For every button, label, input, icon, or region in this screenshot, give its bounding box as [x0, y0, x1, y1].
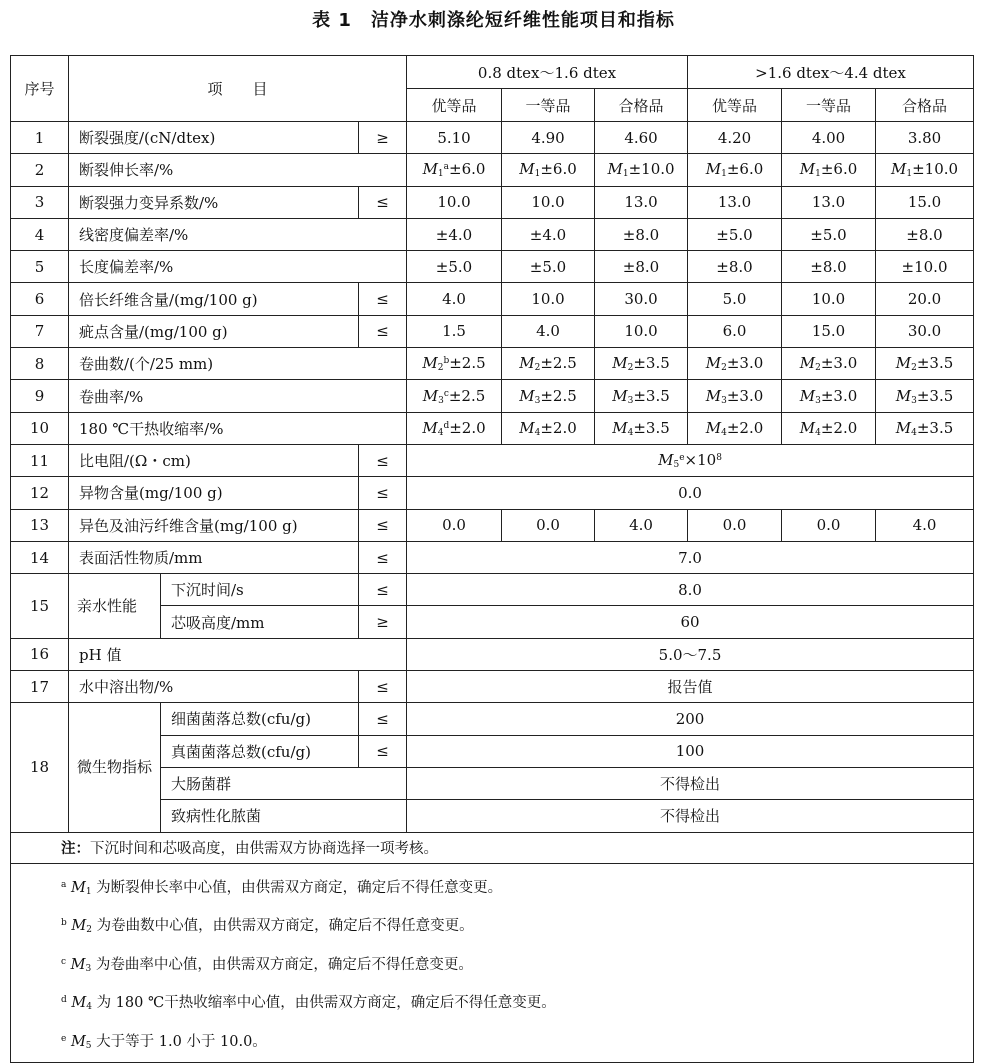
row-item: 真菌菌落总数(cfu/g) [161, 735, 359, 767]
row-item: 比电阻/(Ω・cm) [69, 444, 359, 476]
symbol-m: M [705, 418, 722, 437]
value-text: ±3.5 [633, 418, 670, 437]
value-cell [407, 444, 974, 476]
row-number: 13 [11, 509, 69, 541]
row-item: pH 值 [69, 638, 407, 670]
value-cell [876, 348, 974, 380]
row-item: 线密度偏差率/% [69, 218, 407, 250]
footnote [61, 985, 969, 1024]
row-item: 断裂强度/(cN/dtex) [69, 122, 359, 154]
row-item: 卷曲率/% [69, 380, 407, 412]
row-group-label: 微生物指标 [69, 703, 161, 832]
value-cell [782, 348, 876, 380]
value-cell: 4.90 [502, 122, 595, 154]
row-item: 细菌菌落总数(cfu/g) [161, 703, 359, 735]
value-cell: 30.0 [876, 315, 974, 347]
value-cell: ±10.0 [876, 251, 974, 283]
footnotes-row [11, 863, 974, 1063]
symbol-subscript: 1 [906, 169, 913, 180]
footnote-mark: c [61, 956, 67, 967]
row-item: 卷曲数/(个/25 mm) [69, 348, 407, 380]
note-row [11, 832, 974, 863]
footnote [61, 1024, 969, 1063]
value-cell: 15.0 [876, 186, 974, 218]
value-cell: ±8.0 [595, 218, 688, 250]
row-item: 长度偏差率/% [69, 251, 407, 283]
row-operator: ≤ [359, 541, 407, 573]
table-row [11, 218, 974, 250]
symbol-subscript: 1 [85, 886, 92, 897]
value-text: ±3.0 [726, 386, 764, 405]
row-operator: ≤ [359, 186, 407, 218]
value-cell [688, 412, 782, 444]
table-row [11, 315, 974, 347]
symbol-m: M [519, 354, 535, 373]
footnote [61, 947, 969, 986]
value-cell: 13.0 [782, 186, 876, 218]
symbol-subscript: 2 [911, 363, 917, 374]
value-cell [688, 380, 782, 412]
symbol-m: M [890, 160, 907, 179]
symbol-subscript: 5 [673, 460, 680, 471]
value-text: ±2.0 [820, 418, 858, 437]
value-cell: ±5.0 [407, 251, 502, 283]
footnote-mark: d [61, 995, 67, 1006]
row-number: 1 [11, 122, 69, 154]
footnote-text: 为卷曲数中心值，由供需双方商定，确定后不得任意变更。 [91, 918, 474, 935]
row-operator: ≤ [359, 671, 407, 703]
note [11, 832, 974, 863]
value-cell: 30.0 [595, 283, 688, 315]
symbol-subscript: 1 [534, 169, 541, 180]
row-item: 异物含量(mg/100 g) [69, 477, 359, 509]
footnote-mark: c [443, 388, 449, 399]
table-row [11, 541, 974, 573]
header-grade: 合格品 [595, 89, 688, 122]
value-cell: 200 [407, 703, 974, 735]
row-operator: ≤ [359, 283, 407, 315]
row-operator: ≥ [359, 122, 407, 154]
row-number: 7 [11, 315, 69, 347]
symbol-m: M [799, 160, 816, 179]
symbol-subscript: 2 [815, 363, 821, 374]
table-row [11, 509, 974, 541]
header-group-1: 0.8 dtex～1.6 dtex [407, 56, 688, 89]
value-cell [502, 380, 595, 412]
value-cell: ±8.0 [782, 251, 876, 283]
symbol-subscript: 2 [627, 363, 634, 374]
row-operator: ≤ [359, 574, 407, 606]
value-text: ±6.0 [726, 160, 764, 179]
table-row [11, 444, 974, 476]
value-cell [407, 412, 502, 444]
footnote-mark: a [61, 879, 67, 890]
symbol-m: M [799, 386, 816, 405]
value-cell: 8.0 [407, 574, 974, 606]
row-number: 3 [11, 186, 69, 218]
value-text: ±2.5 [540, 386, 577, 405]
row-operator: ≤ [359, 735, 407, 767]
footnote-mark: b [61, 918, 67, 929]
row-operator: ≤ [359, 315, 407, 347]
symbol-m: M [422, 386, 439, 405]
header-grade: 一等品 [782, 89, 876, 122]
table-row [11, 154, 974, 186]
value-cell [502, 348, 595, 380]
symbol-m: M [70, 1033, 86, 1050]
symbol-subscript: 2 [437, 363, 444, 374]
row-number: 9 [11, 380, 69, 412]
row-number: 18 [11, 703, 69, 832]
row-number: 16 [11, 638, 69, 670]
symbol-subscript: 3 [911, 395, 917, 406]
symbol-subscript: 2 [534, 363, 541, 374]
row-operator: ≤ [359, 509, 407, 541]
value-cell: 7.0 [407, 541, 974, 573]
value-text: ±3.0 [820, 386, 858, 405]
row-operator: ≥ [359, 606, 407, 638]
table-row [11, 186, 974, 218]
row-number: 10 [11, 412, 69, 444]
value-cell: 4.20 [688, 122, 782, 154]
symbol-subscript: 1 [622, 169, 629, 180]
value-text: ±2.0 [449, 418, 486, 437]
table-row [11, 251, 974, 283]
value-text: ±3.0 [726, 354, 764, 373]
symbol-m: M [71, 995, 87, 1012]
symbol-subscript: 3 [438, 395, 444, 406]
value-cell: 20.0 [876, 283, 974, 315]
symbol-m: M [422, 354, 438, 373]
value-text: ±3.0 [820, 354, 858, 373]
row-number: 4 [11, 218, 69, 250]
value-text: ±10.0 [628, 160, 675, 179]
value-cell [407, 380, 502, 412]
footnote-text: 大于等于 1.0 小于 10.0。 [91, 1033, 267, 1050]
table-row [11, 477, 974, 509]
footnote-text: 为断裂伸长率中心值，由供需双方商定，确定后不得任意变更。 [91, 879, 503, 896]
value-cell: 60 [407, 606, 974, 638]
row-number: 5 [11, 251, 69, 283]
symbol-m: M [612, 418, 628, 437]
symbol-m: M [705, 160, 722, 179]
table-row [11, 703, 974, 735]
header-grade: 一等品 [502, 89, 595, 122]
value-cell [688, 154, 782, 186]
row-item: 疵点含量/(mg/100 g) [69, 315, 359, 347]
value-text: ±2.0 [726, 418, 764, 437]
row-item: 芯吸高度/mm [161, 606, 359, 638]
value-cell: 10.0 [782, 283, 876, 315]
value-cell [876, 154, 974, 186]
value-cell: 4.00 [782, 122, 876, 154]
row-operator: ≤ [359, 703, 407, 735]
symbol-m: M [799, 354, 816, 373]
symbol-m: M [70, 956, 86, 973]
value-text: ±6.0 [540, 160, 577, 179]
row-number: 6 [11, 283, 69, 315]
table-row [11, 412, 974, 444]
value-cell: 报告值 [407, 671, 974, 703]
symbol-m: M [422, 160, 438, 179]
footnote-mark: e [679, 453, 685, 464]
value-cell [502, 412, 595, 444]
value-cell: 15.0 [782, 315, 876, 347]
symbol-m: M [612, 354, 628, 373]
value-cell: 0.0 [688, 509, 782, 541]
value-text: ±3.5 [633, 354, 670, 373]
value-cell: 10.0 [502, 283, 595, 315]
symbol-subscript: 4 [437, 427, 444, 438]
row-item: 水中溶出物/% [69, 671, 359, 703]
symbol-m: M [422, 418, 438, 437]
note-text: 下沉时间和芯吸高度，由供需双方协商选择一项考核。 [90, 841, 438, 858]
value-text: ±2.5 [448, 386, 486, 405]
value-cell [595, 412, 688, 444]
footnote-mark: e [61, 1033, 67, 1044]
row-item: 表面活性物质/mm [69, 541, 359, 573]
row-group-label: 亲水性能 [69, 574, 161, 639]
value-cell: ±4.0 [407, 218, 502, 250]
value-text: ±3.5 [916, 386, 954, 405]
symbol-subscript: 2 [721, 363, 727, 374]
value-cell [782, 412, 876, 444]
symbol-m: M [519, 160, 535, 179]
symbol-subscript: 2 [86, 925, 92, 936]
row-item: 断裂强力变异系数/% [69, 186, 359, 218]
row-number: 11 [11, 444, 69, 476]
value-text: ±3.5 [916, 354, 954, 373]
spec-table [10, 55, 974, 1063]
table-row [11, 122, 974, 154]
value-cell: ±8.0 [876, 218, 974, 250]
value-cell: 不得检出 [407, 800, 974, 832]
symbol-subscript: 3 [627, 395, 634, 406]
table-row [11, 348, 974, 380]
symbol-m: M [895, 354, 912, 373]
row-item: 大肠菌群 [161, 767, 407, 799]
row-number: 2 [11, 154, 69, 186]
symbol-m: M [519, 386, 535, 405]
symbol-subscript: 1 [815, 169, 821, 180]
symbol-m: M [658, 451, 674, 470]
row-item: 下沉时间/s [161, 574, 359, 606]
symbol-subscript: 4 [627, 427, 634, 438]
value-cell: 10.0 [407, 186, 502, 218]
footnote-mark: d [443, 420, 450, 431]
symbol-m: M [519, 418, 535, 437]
value-text: ±3.5 [916, 418, 954, 437]
row-number: 12 [11, 477, 69, 509]
value-cell: 3.80 [876, 122, 974, 154]
value-text: ±2.0 [540, 418, 577, 437]
row-item: 180 ℃干热收缩率/% [69, 412, 407, 444]
table-row [11, 574, 974, 606]
row-number: 14 [11, 541, 69, 573]
value-cell [595, 348, 688, 380]
footnote [61, 870, 969, 909]
row-number: 15 [11, 574, 69, 639]
value-cell: ±8.0 [595, 251, 688, 283]
header-grade: 优等品 [688, 89, 782, 122]
value-cell: 10.0 [595, 315, 688, 347]
value-text: ±10.0 [912, 160, 959, 179]
header-seq: 序号 [11, 56, 69, 122]
footnote-text: 为 180 ℃干热收缩率中心值，由供需双方商定，确定后不得任意变更。 [91, 995, 556, 1012]
symbol-subscript: 3 [85, 963, 92, 974]
symbol-m: M [895, 386, 912, 405]
value-text: ±2.5 [540, 354, 577, 373]
symbol-m: M [705, 354, 722, 373]
header-grade: 优等品 [407, 89, 502, 122]
note-label: 注： [61, 840, 90, 858]
footnote-mark: b [443, 356, 450, 367]
value-cell: 5.0～7.5 [407, 638, 974, 670]
value-text: ±3.5 [633, 386, 670, 405]
footnote-text: 为卷曲率中心值，由供需双方商定，确定后不得任意变更。 [91, 956, 473, 973]
symbol-m: M [607, 160, 623, 179]
value-cell: 100 [407, 735, 974, 767]
symbol-subscript: 4 [815, 427, 821, 438]
symbol-subscript: 3 [721, 395, 727, 406]
value-cell: ±8.0 [688, 251, 782, 283]
symbol-subscript: 1 [437, 169, 444, 180]
symbol-subscript: 3 [534, 395, 541, 406]
value-cell: ±5.0 [782, 218, 876, 250]
symbol-subscript: 4 [534, 427, 541, 438]
value-cell [407, 348, 502, 380]
header-group-2: >1.6 dtex～4.4 dtex [688, 56, 974, 89]
value-cell: ±5.0 [688, 218, 782, 250]
symbol-subscript: 4 [721, 427, 727, 438]
value-cell: 10.0 [502, 186, 595, 218]
header-item: 项 目 [69, 56, 407, 122]
symbol-subscript: 4 [86, 1002, 92, 1013]
row-operator: ≤ [359, 477, 407, 509]
value-cell: 0.0 [502, 509, 595, 541]
value-cell [407, 154, 502, 186]
value-text: ±6.0 [820, 160, 858, 179]
value-cell: 1.5 [407, 315, 502, 347]
table-row [11, 671, 974, 703]
value-text: ±2.5 [449, 354, 486, 373]
symbol-subscript: 1 [721, 169, 727, 180]
value-cell [782, 154, 876, 186]
symbol-subscript: 5 [85, 1040, 92, 1051]
value-cell [782, 380, 876, 412]
value-cell: 13.0 [688, 186, 782, 218]
symbol-m: M [70, 879, 86, 896]
value-cell: 0.0 [407, 509, 502, 541]
footnotes [11, 863, 974, 1063]
value-cell: 6.0 [688, 315, 782, 347]
table-row [11, 380, 974, 412]
row-number: 17 [11, 671, 69, 703]
value-cell: 4.60 [595, 122, 688, 154]
value-cell: 5.0 [688, 283, 782, 315]
symbol-m: M [799, 418, 816, 437]
value-cell [688, 348, 782, 380]
value-cell: 13.0 [595, 186, 688, 218]
table-row [11, 283, 974, 315]
row-item: 异色及油污纤维含量(mg/100 g) [69, 509, 359, 541]
value-cell: ±5.0 [502, 251, 595, 283]
value-text: ×10 [684, 451, 717, 470]
table-row [11, 638, 974, 670]
value-cell: 4.0 [502, 315, 595, 347]
value-cell: 不得检出 [407, 767, 974, 799]
value-cell: 5.10 [407, 122, 502, 154]
header-grade: 合格品 [876, 89, 974, 122]
row-number: 8 [11, 348, 69, 380]
exponent: 8 [716, 453, 722, 464]
footnote [61, 908, 969, 947]
value-cell [876, 412, 974, 444]
symbol-m: M [705, 386, 722, 405]
symbol-m: M [895, 418, 912, 437]
value-cell: 0.0 [782, 509, 876, 541]
value-text: ±6.0 [449, 160, 486, 179]
row-item: 致病性化脓菌 [161, 800, 407, 832]
symbol-m: M [612, 386, 628, 405]
value-cell [502, 154, 595, 186]
table-title: 表 1 洁净水刺涤纶短纤维性能项目和指标 [312, 10, 675, 31]
row-item: 倍长纤维含量/(mg/100 g) [69, 283, 359, 315]
value-cell: 0.0 [407, 477, 974, 509]
footnote-mark: a [443, 162, 450, 173]
symbol-subscript: 4 [911, 427, 917, 438]
symbol-subscript: 3 [815, 395, 821, 406]
value-cell [595, 380, 688, 412]
row-operator: ≤ [359, 444, 407, 476]
value-cell: 4.0 [407, 283, 502, 315]
value-cell: ±4.0 [502, 218, 595, 250]
value-cell: 4.0 [595, 509, 688, 541]
value-cell [595, 154, 688, 186]
value-cell [876, 380, 974, 412]
row-item: 断裂伸长率/% [69, 154, 407, 186]
symbol-m: M [71, 918, 87, 935]
value-cell: 4.0 [876, 509, 974, 541]
